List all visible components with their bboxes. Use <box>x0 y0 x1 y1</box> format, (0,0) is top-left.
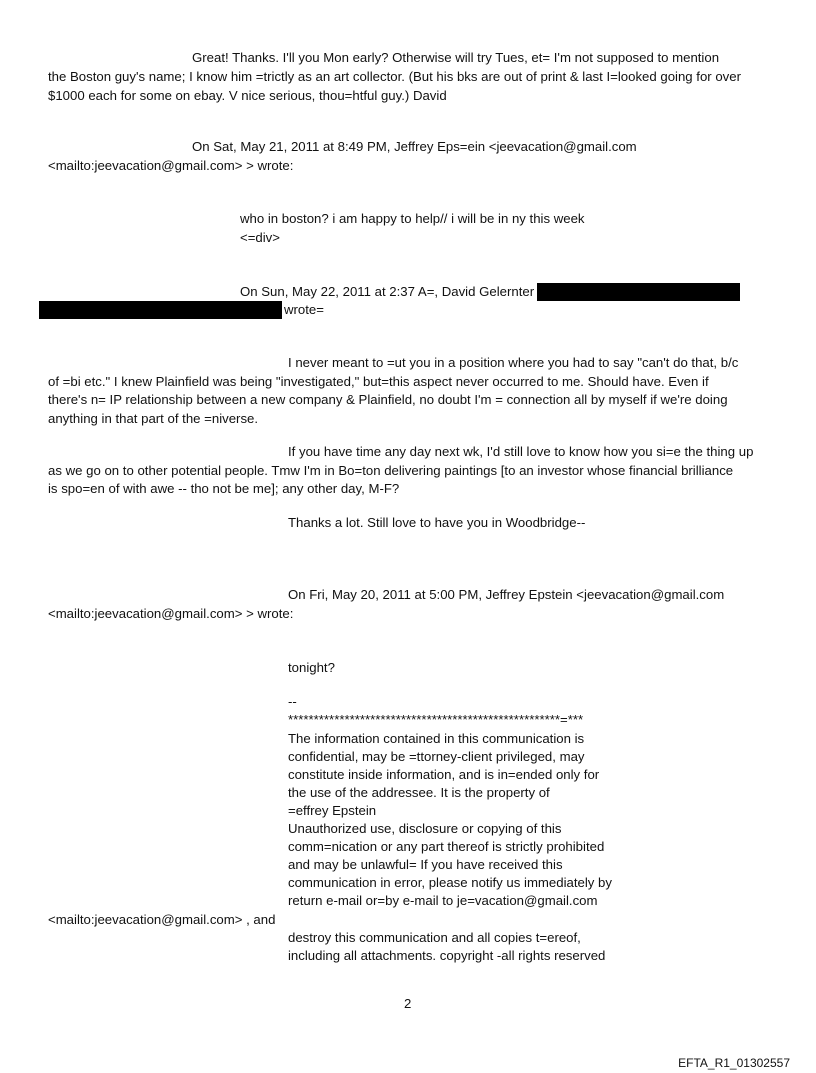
email-header-line: On Sun, May 22, 2011 at 2:37 A=, David Gelernter <box>240 284 535 299</box>
disclaimer-line: <mailto:jeevacation@gmail.com> , and <box>48 912 276 927</box>
disclaimer-line: constitute inside information, and is in=ended only for <box>288 767 600 782</box>
page-number: 2 <box>404 996 412 1011</box>
email-header-line: On Fri, May 20, 2011 at 5:00 PM, Jeffrey Epstein <jeevacation@gmail.com <box>288 587 725 602</box>
email-header-line: wrote= <box>284 302 324 317</box>
text-line: If you have time any day next wk, I'd still love to know how you si=e the thing up <box>288 444 754 459</box>
text-line: <=div> <box>240 230 280 245</box>
disclaimer-line: comm=nication or any part thereof is strictly prohibited <box>288 839 605 854</box>
email-header-line: On Sat, May 21, 2011 at 8:49 PM, Jeffrey Eps=ein <jeevacation@gmail.com <box>192 139 637 154</box>
email-header-line: <mailto:jeevacation@gmail.com> > wrote: <box>48 158 294 173</box>
text-line: of =bi etc." I knew Plainfield was being "investigated," but=this aspect never occurred to me. Should have. Even if <box>48 374 709 389</box>
disclaimer-line: The information contained in this communication is <box>288 731 585 746</box>
redaction-bar <box>537 283 740 301</box>
text-line: Great! Thanks. I'll you Mon early? Otherwise will try Tues, et= I'm not supposed to mention <box>192 50 720 65</box>
disclaimer-line: communication in error, please notify us immediately by <box>288 875 612 890</box>
text-line: tonight? <box>288 660 335 675</box>
signature-separator: -- <box>288 694 297 709</box>
text-line: $1000 each for some on ebay. V nice serious, thou=htful guy.) David <box>48 88 447 103</box>
text-line: there's n= IP relationship between a new company & Plainfield, no doubt I'm = connection all by myself if we're doing <box>48 392 728 407</box>
text-line: anything in that part of the =niverse. <box>48 411 259 426</box>
disclaimer-line: and may be unlawful= If you have received this <box>288 857 563 872</box>
text-line: is spo=en of with awe -- tho not be me]; any other day, M-F? <box>48 481 400 496</box>
text-line: the Boston guy's name; I know him =trictly as an art collector. (But his bks are out of print & last I=looked going for over <box>48 69 742 84</box>
signature-separator: *****************************************************=*** <box>288 712 584 727</box>
disclaimer-line: Unauthorized use, disclosure or copying of this <box>288 821 562 836</box>
redaction-bar <box>39 301 282 319</box>
disclaimer-line: the use of the addressee. It is the property of <box>288 785 550 800</box>
document-id: EFTA_R1_01302557 <box>678 1056 790 1070</box>
disclaimer-line: including all attachments. copyright -all rights reserved <box>288 948 606 963</box>
disclaimer-line: =effrey Epstein <box>288 803 377 818</box>
text-line: I never meant to =ut you in a position where you had to say "can't do that, b/c <box>288 355 739 370</box>
disclaimer-line: destroy this communication and all copies t=ereof, <box>288 930 581 945</box>
text-line: who in boston? i am happy to help// i will be in ny this week <box>240 211 585 226</box>
disclaimer-line: return e-mail or=by e-mail to je=vacation@gmail.com <box>288 893 598 908</box>
text-line: as we go on to other potential people. Tmw I'm in Bo=ton delivering paintings [to an investor whose financial brilliance <box>48 463 734 478</box>
email-header-line: <mailto:jeevacation@gmail.com> > wrote: <box>48 606 294 621</box>
text-line: Thanks a lot. Still love to have you in Woodbridge-- <box>288 515 586 530</box>
disclaimer-line: confidential, may be =ttorney-client privileged, may <box>288 749 585 764</box>
